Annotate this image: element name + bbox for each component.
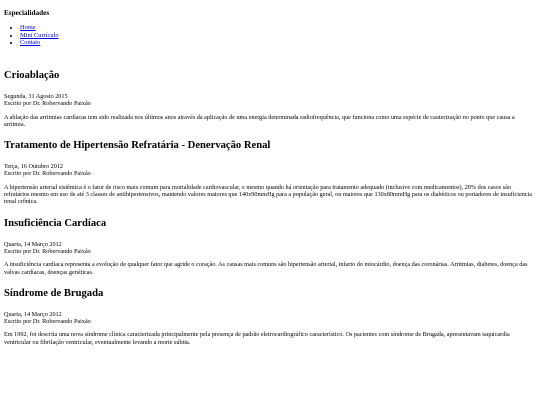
nav-item-contato	[20, 39, 59, 47]
nav-item-mini-curriculo	[20, 32, 59, 40]
post-body: A insuficiência cardíaca representa a evolução de qualquer fator que agride o coração. As causas mais comuns são hipertensão arterial, infarto do miocárdio, doença das coronárias. Arritmias, diabetes, doença das valvas cardíacas, doenças genéticas.	[4, 261, 528, 276]
post-title[interactable]: Síndrome de Brugada	[4, 287, 104, 299]
post-meta	[4, 163, 534, 178]
post-meta	[4, 311, 534, 326]
post-body: A ablação das arritmias cardíacas tem sido realizada nos últimos anos através da aplicação de uma energia denominada radiofrequência, que funciona como uma espécie de cauterização no ponto que causa a arritmia.	[4, 113, 515, 128]
post-body: A hipertensão arterial sistêmica é o fator de risco mais comum para mortalidade cardiovascular, e mesmo quando há orientação para tratamento adequado (inclusive com medicamentos), 20% dos casos são refratários mesmo em uso de até 3 classes de antihipertensivos, mantendo valores maiores que 140x90mmHg para a população geral, ou maiores que 130x80mmHg para os diabéticos ou portadores de insuficiencia renal crônica.	[4, 183, 533, 206]
post-title[interactable]: Crioablação	[4, 70, 60, 81]
nav-item-home	[20, 24, 59, 32]
post-author: Escrito por Dr. Robervando Paixão	[4, 318, 91, 326]
post-date: Segunda, 31 Agosto 2015	[4, 93, 68, 100]
post-author: Escrito por Dr. Robervando Paixão	[4, 170, 91, 178]
post-body: Em 1992, foi descrita uma nova síndrome clínica caracterizada principalmente pela presença de padrão eletrocardiográfico característico. Os pacientes com síndrome de Brugada, apresentavam taquicardia ventricular ou fibrilação ventricular, eventualmente levando a morte súbita.	[4, 331, 510, 346]
post-date: Terça, 16 Outubro 2012	[4, 163, 64, 171]
post-title[interactable]: Insuficiência Cardíaca	[4, 217, 107, 229]
nav-link-contato[interactable]: Contato	[20, 39, 41, 47]
nav-link-mini-curriculo[interactable]: Mini Currículo	[20, 31, 59, 39]
post-author: Escrito por Dr. Robervando Paixão	[4, 247, 91, 255]
post-sindrome-de-brugada	[4, 287, 534, 346]
nav-link-home[interactable]: Home	[20, 24, 36, 31]
post-list	[4, 69, 534, 357]
post-crioablacao	[4, 69, 534, 128]
post-meta	[4, 93, 534, 108]
post-denervacao-renal	[4, 139, 534, 205]
post-date: Quarta, 14 Março 2012	[4, 240, 62, 248]
main-nav	[20, 24, 59, 47]
post-date: Quarta, 14 Março 2012	[4, 310, 62, 318]
post-author: Escrito por Dr. Robervando Paixão	[4, 100, 91, 108]
post-meta	[4, 241, 534, 256]
post-insuficiencia-cardiaca	[4, 217, 534, 276]
post-title[interactable]: Tratamento de Hipertensão Refratária - Denervação Renal	[4, 140, 271, 152]
site-title: Especialidades	[4, 9, 50, 17]
